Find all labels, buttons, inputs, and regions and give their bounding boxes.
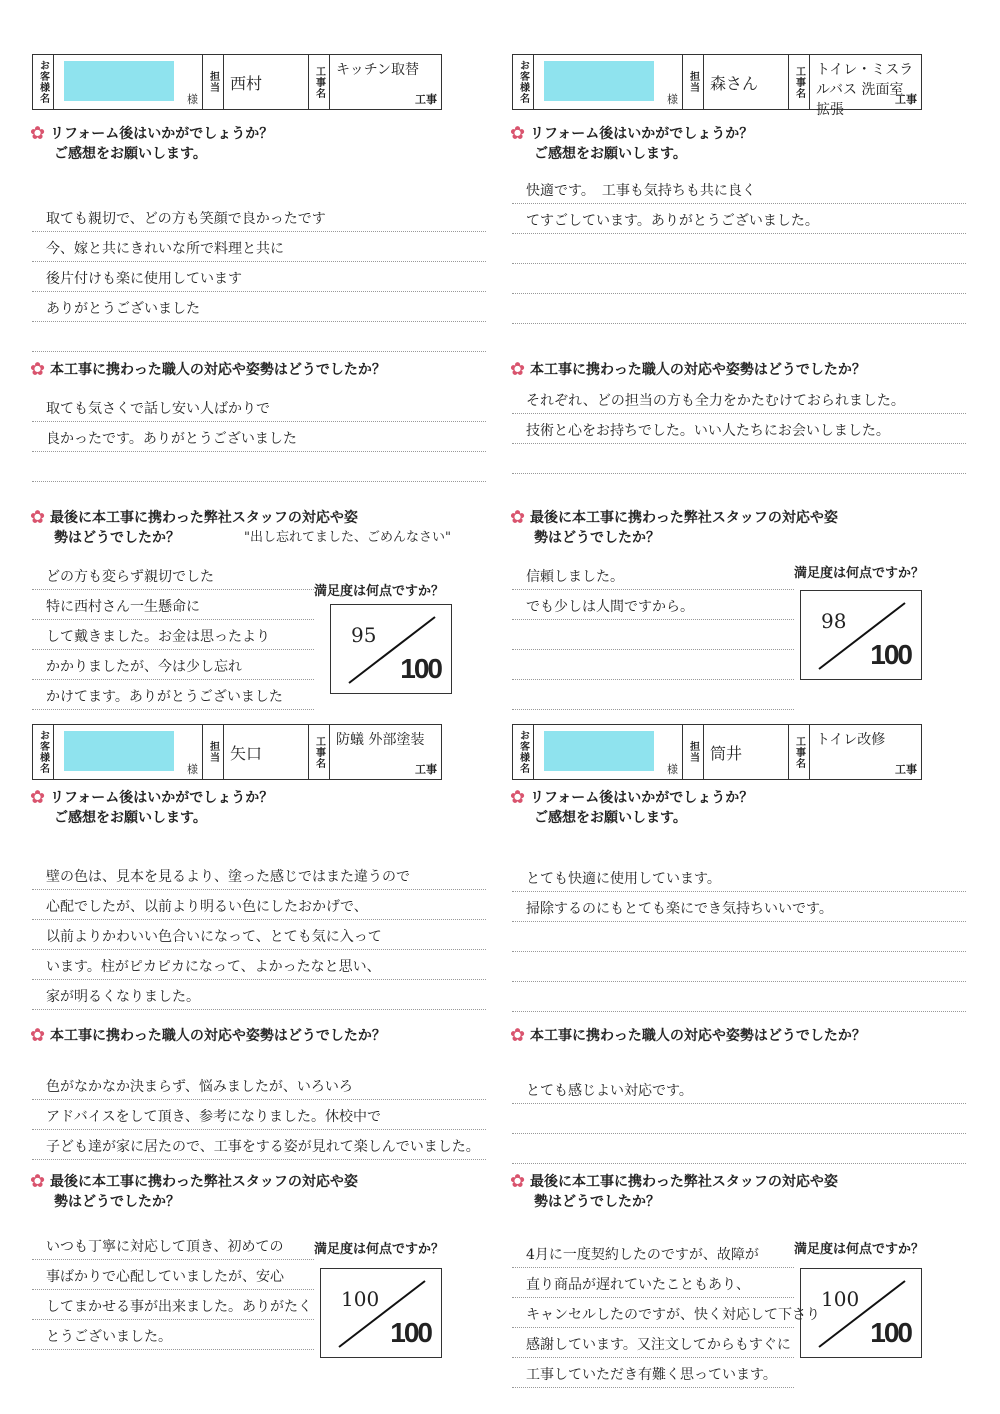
sakura-icon: ✿ [510,1171,526,1192]
score-value: 100 [341,1287,380,1311]
honorific: 様 [667,93,678,106]
answer-line [512,982,966,1012]
handwritten-text: 取ても親切で、どの方も笑顔で良かったです [46,211,326,227]
q1-subtitle: ご感想をお願いします。 [534,146,687,162]
q1-subtitle: ご感想をお願いします。 [54,146,207,162]
handwritten-text: 心配でしたが、以前より明るい色にしたおかげで、 [46,899,368,915]
answer-line [32,232,486,262]
answer-line [32,620,314,650]
handwritten-text: 色がなかなか決まらず、悩みましたが、いろいろ [46,1079,353,1095]
answer-line [512,1104,966,1134]
work-name-field [810,55,921,118]
work-name: トイレ・ミスラルバス 洗面室拡張 [816,62,914,118]
answer-line [32,202,486,232]
redaction-block [544,731,654,771]
survey-card [504,712,980,1402]
answer-line [32,950,486,980]
q3-title: 最後に本工事に携わった弊社スタッフの対応や姿 [530,1174,838,1190]
answer-line [32,650,314,680]
question-3 [30,1172,358,1212]
score-value: 95 [351,623,377,647]
answer-1 [32,860,486,1010]
q3-title: 最後に本工事に携わった弊社スタッフの対応や姿 [50,510,358,526]
answer-line [512,1238,794,1268]
q3-subtitle: 勢はどうでしたか？ [534,530,660,546]
answer-line [32,890,486,920]
answer-3 [512,560,794,710]
work-label: 工事名 [789,55,810,109]
q2-title: 本工事に携わった職人の対応や姿勢はどうでしたか？ [50,362,386,378]
answer-line [32,292,486,322]
handwritten-text: 快適です。 工事も気持ちも共に良く [526,183,756,199]
handwritten-text: して戴きました。お金は思ったより [46,629,270,645]
answer-line [32,920,486,950]
answer-line [512,620,794,650]
score-label: 満足度は何点ですか？ [314,584,445,599]
customer-name-field [54,55,203,109]
q3-subtitle: 勢はどうでしたか？ [534,1194,660,1210]
answer-3 [32,1230,314,1350]
score-box [800,590,922,680]
answer-line [512,234,966,264]
score-box [320,1268,442,1358]
honorific: 様 [187,93,198,106]
handwritten-text: います。柱がピカピカになって、よかったなと思い、 [46,959,381,975]
answer-line [32,1100,486,1130]
question-1 [510,788,753,828]
handwritten-text: 良かったです。ありがとうございました [46,431,297,447]
work-label: 工事名 [309,55,330,109]
answer-line [32,422,486,452]
answer-line [32,262,486,292]
q1-title: リフォーム後はいかがでしょうか？ [530,126,754,142]
kouji-label: 工事 [415,764,437,776]
q1-title: リフォーム後はいかがでしょうか？ [50,790,274,806]
work-label: 工事名 [789,725,810,779]
customer-label: お客様名 [513,725,534,779]
sakura-icon: ✿ [30,787,46,808]
honorific: 様 [667,763,678,776]
honorific: 様 [187,763,198,776]
q2-title: 本工事に携わった職人の対応や姿勢はどうでしたか？ [50,1028,386,1044]
handwritten-text: 後片付けも楽に使用しています [46,271,242,287]
q3-subtitle: 勢はどうでしたか？ [54,530,180,546]
card-header [32,724,442,780]
score-max: 100 [870,639,911,670]
handwritten-text: 4月に一度契約したのですが、故障が [526,1247,759,1263]
answer-line [32,322,486,352]
answer-line [512,384,966,414]
handwritten-text: てすごしています。ありがとうございました。 [526,213,819,229]
answer-1 [32,202,486,352]
handwritten-text: どの方も変らず親切でした [46,569,214,585]
score-max: 100 [400,653,441,684]
staff-label: 担当 [683,55,704,109]
answer-line [32,1130,486,1160]
question-2 [30,360,386,380]
answer-line [512,294,966,324]
answer-line [512,1298,820,1328]
redaction-block [64,731,174,771]
question-1 [30,788,273,828]
handwritten-text: 壁の色は、見本を見るより、塗った感じではまた違うので [46,869,410,885]
customer-name-field [54,725,203,779]
handwritten-text: 子ども達が家に居たので、工事をする姿が見れて楽しんでいました。 [46,1139,480,1155]
answer-line [512,892,966,922]
answer-line [512,444,966,474]
handwritten-text: 特に西村さん一生懸命に [46,599,200,615]
sakura-icon: ✿ [510,507,526,528]
score-label: 満足度は何点ですか？ [314,1242,445,1257]
handwritten-text: 工事していただき有難く思っています。 [526,1367,777,1383]
answer-2 [32,392,486,482]
work-name: キッチン取替 [336,62,420,78]
answer-line [32,590,314,620]
answer-line [512,1358,794,1388]
card-header [512,54,922,118]
handwritten-text: してまかせる事が出来ました。ありがたく [46,1299,312,1315]
answer-line [512,174,966,204]
staff-name: 森さん [704,55,789,109]
answer-line [32,452,486,482]
score-value: 100 [821,1287,860,1311]
staff-label: 担当 [683,725,704,779]
question-2 [510,360,866,380]
q1-subtitle: ご感想をお願いします。 [534,810,687,826]
work-label: 工事名 [309,725,330,779]
survey-card [24,712,500,1402]
redaction-block [64,61,174,101]
q1-subtitle: ご感想をお願いします。 [54,810,207,826]
customer-name-field [534,55,683,109]
handwritten-text: 事ばかりで心配していましたが、安心 [46,1269,284,1285]
score-box [330,604,452,694]
handwritten-text: 今、嫁と共にきれいな所で料理と共に [46,241,284,257]
handwritten-text: 取ても気さくで話し安い人ばかりで [46,401,270,417]
answer-line [512,204,966,234]
answer-2 [512,1074,966,1164]
answer-line [32,1260,314,1290]
score-box [800,1268,922,1358]
work-name-field [330,55,441,109]
handwritten-text: かけてます。ありがとうございました [46,689,283,705]
q3-title: 最後に本工事に携わった弊社スタッフの対応や姿 [50,1174,358,1190]
answer-line [32,980,486,1010]
card-header [32,54,442,110]
sakura-icon: ✿ [510,1025,526,1046]
handwritten-text: 信頼しました。 [526,569,624,585]
handwritten-text: キャンセルしたのですが、快く対応して下さり [526,1307,820,1323]
sakura-icon: ✿ [30,507,46,528]
answer-line [32,1320,314,1350]
staff-name: 矢口 [224,725,309,779]
handwritten-text: とても感じよい対応です。 [526,1083,693,1099]
answer-line [512,1268,794,1298]
question-3 [510,508,838,548]
answer-line [512,1328,794,1358]
handwritten-text: 感謝しています。又注文してからもすぐに [526,1337,791,1353]
staff-label: 担当 [203,55,224,109]
answer-line [512,590,794,620]
kouji-label: 工事 [415,94,437,106]
sakura-icon: ✿ [510,359,526,380]
answer-line [32,1290,314,1320]
sakura-icon: ✿ [510,787,526,808]
q3-title: 最後に本工事に携わった弊社スタッフの対応や姿 [530,510,838,526]
sakura-icon: ✿ [30,1171,46,1192]
answer-line [512,862,966,892]
customer-label: お客様名 [33,725,54,779]
answer-line [32,680,314,710]
redaction-block [544,61,654,101]
q1-title: リフォーム後はいかがでしょうか？ [50,126,274,142]
staff-name: 筒井 [704,725,789,779]
work-name-field [330,725,441,779]
answer-2 [512,384,966,474]
handwritten-text: ありがとうございました [46,301,200,317]
question-1 [510,124,753,164]
handwritten-text: でも少しは人間ですから。 [526,599,694,615]
answer-line [512,560,794,590]
answer-2 [32,1070,486,1160]
survey-card [504,24,980,714]
question-2 [30,1026,386,1046]
q2-title: 本工事に携わった職人の対応や姿勢はどうでしたか？ [530,362,866,378]
customer-label: お客様名 [513,55,534,109]
survey-card [24,24,500,714]
question-1 [30,124,273,164]
score-max: 100 [390,1317,431,1348]
work-name: 防蟻 外部塗装 [336,732,425,748]
handwritten-text: いつも丁寧に対応して頂き、初めての [46,1239,284,1255]
answer-line [512,414,966,444]
sakura-icon: ✿ [30,123,46,144]
customer-label: お客様名 [33,55,54,109]
q1-title: リフォーム後はいかがでしょうか？ [530,790,754,806]
handwritten-text: 以前よりかわいい色合いになって、とても気に入って [46,929,382,945]
score-max: 100 [870,1317,911,1348]
score-label: 満足度は何点ですか？ [794,1242,925,1257]
q2-title: 本工事に携わった職人の対応や姿勢はどうでしたか？ [530,1028,866,1044]
score-label: 満足度は何点ですか？ [794,566,925,581]
sakura-icon: ✿ [510,123,526,144]
answer-line [512,264,966,294]
staff-label: 担当 [203,725,224,779]
handwritten-text: 技術と心をお持ちでした。いい人たちにお会いしました。 [526,423,890,439]
answer-line [32,860,486,890]
answer-line [32,1070,486,1100]
answer-line [512,952,966,982]
handwritten-text: かかりましたが、今は少し忘れ [46,659,242,675]
answer-line [32,560,314,590]
handwritten-text: 掃除するのにもとても楽にでき気持ちいいです。 [526,901,833,917]
answer-line [512,1134,966,1164]
score-value: 98 [821,609,847,633]
q3-note: "出し忘れてました、ごめんなさい" [244,530,451,545]
answer-3 [32,560,314,710]
work-name: トイレ改修 [816,732,886,748]
handwritten-text: とても快適に使用しています。 [526,871,721,887]
card-header [512,724,922,780]
kouji-label: 工事 [895,94,917,106]
answer-line [32,392,486,422]
question-2 [510,1026,866,1046]
handwritten-text: アドバイスをして頂き、参考になりました。休校中で [46,1109,382,1125]
kouji-label: 工事 [895,764,917,776]
answer-line [512,922,966,952]
handwritten-text: とうございました。 [46,1329,172,1345]
answer-line [512,650,794,680]
sakura-icon: ✿ [30,1025,46,1046]
answer-line [512,1074,966,1104]
handwritten-text: 直り商品が遅れていたこともあり、 [526,1277,750,1293]
staff-name: 西村 [224,55,309,109]
answer-line [512,680,794,710]
work-name-field [810,725,921,779]
answer-line [32,1230,314,1260]
sakura-icon: ✿ [30,359,46,380]
customer-name-field [534,725,683,779]
question-3 [510,1172,838,1212]
answer-3 [512,1238,820,1388]
answer-1 [512,862,966,1012]
handwritten-text: それぞれ、どの担当の方も全力をかたむけておられました。 [526,393,905,409]
q3-subtitle: 勢はどうでしたか？ [54,1194,180,1210]
handwritten-text: 家が明るくなりました。 [46,989,200,1005]
answer-1 [512,174,966,324]
